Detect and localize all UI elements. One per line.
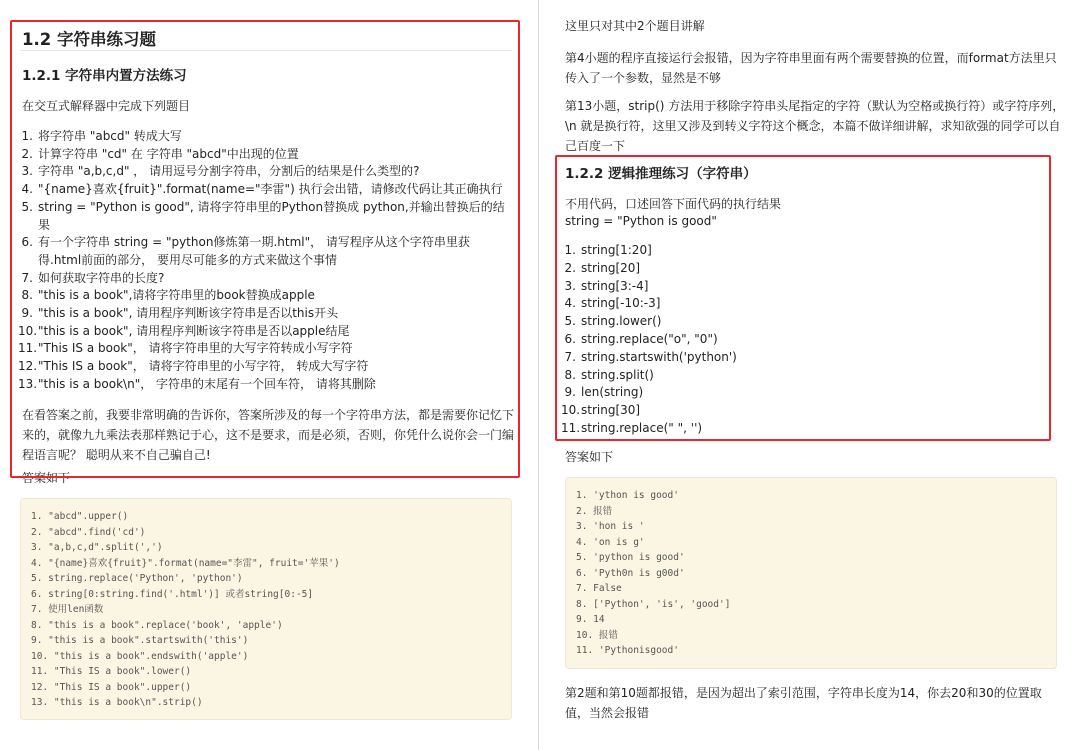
code-line: 4. 'on is g' <box>576 536 645 548</box>
list-item-text: "this is a book", 请用程序判断该字符串是否以this开头 <box>38 306 339 321</box>
list-item-number: 4. <box>564 296 576 311</box>
list-item-number: 11. <box>18 341 38 356</box>
answer-code-block-2 <box>565 477 1057 669</box>
list-item-text: string.lower() <box>581 314 662 329</box>
list-item-number: 13. <box>18 376 38 391</box>
code-line: 7. False <box>576 583 622 594</box>
list-item-text: len(string) <box>581 385 644 400</box>
answer-heading-2: 答案如下 <box>565 450 614 464</box>
list-item <box>18 234 512 269</box>
subsection-title-1: 1.2.1 字符串内置方法练习 <box>22 68 187 84</box>
logic-prompt-line1: 不用代码，口述回答下面代码的执行结果 <box>565 197 782 211</box>
list-item <box>561 295 1051 313</box>
code-line: 9. 14 <box>576 614 605 625</box>
code-line: 13. "this is a book\n".strip() <box>31 697 203 708</box>
answer-heading-1: 答案如下 <box>22 471 71 485</box>
list-item <box>18 181 512 199</box>
list-item <box>18 340 512 358</box>
right-page <box>545 0 1080 750</box>
list-item-number: 9. <box>21 306 33 321</box>
code-line: 1. "abcd".upper() <box>31 511 129 522</box>
list-item-number: 7. <box>564 349 576 364</box>
list-item <box>561 367 1051 385</box>
list-item <box>561 402 1051 420</box>
list-item-number: 2. <box>21 146 33 161</box>
list-item <box>561 420 1051 438</box>
explain-intro: 这里只对其中2个题目讲解 <box>565 19 705 33</box>
list-item-text: "{name}喜欢{fruit}".format(name="李雷") 执行会出错，请修改代码让其正确执行 <box>38 182 503 197</box>
list-item-text: string[20] <box>581 260 641 275</box>
list-item-text: string.replace("o", "0") <box>581 331 718 346</box>
list-item <box>18 323 512 341</box>
list-item <box>18 287 512 305</box>
section-title-rule <box>20 50 512 51</box>
list-item-text: "this is a book\n"， 字符串的末尾有一个回车符， 请将其删除 <box>38 376 376 391</box>
list-item-text: "This IS a book"， 请将字符串里的大写字符转成小写字符 <box>38 341 353 356</box>
answer-code-block-1 <box>20 498 512 720</box>
code-line: 5. string.replace('Python', 'python') <box>31 573 243 584</box>
list-item-number: 12. <box>18 359 38 374</box>
list-item-text: string.replace(" ", '') <box>581 420 703 435</box>
warning-paragraph: 在看答案之前，我要非常明确的告诉你，答案所涉及的每一个字符串方法，都是需要你记忆下来的，就像九九乘法表那样熟记于心，这不是要求，而是必须，否则，你凭什么说你会一门编程语言呢？ 聪明从来不自己骗自己! <box>22 408 515 462</box>
list-item-text: "this is a book",请将字符串里的book替换成apple <box>38 288 315 303</box>
code-line: 11. 'Pythonisgood' <box>576 645 679 656</box>
list-item-text: string.startswith('python') <box>581 349 737 364</box>
code-line: 2. 报错 <box>576 505 613 517</box>
list-item-text: string[3:-4] <box>581 278 649 293</box>
list-item-text: 字符串 "a,b,c,d" ， 请用逗号分割字符串，分割后的结果是什么类型的? <box>38 164 420 179</box>
list-item-text: 如何获取字符串的长度? <box>38 270 165 285</box>
list-item-number: 10. <box>18 323 38 338</box>
exercise-intro: 在交互式解释器中完成下列题目 <box>22 99 191 113</box>
code-line: 1. 'ython is good' <box>576 490 679 501</box>
list-item <box>561 278 1051 296</box>
list-item <box>18 199 512 234</box>
code-line: 10. "this is a book".endswith('apple') <box>31 650 249 662</box>
logic-question-list <box>561 242 1051 438</box>
code-line: 8. "this is a book".replace('book', 'apple') <box>31 619 283 631</box>
left-page <box>0 0 535 750</box>
code-line: 2. "abcd".find('cd') <box>31 526 146 538</box>
list-item <box>561 242 1051 260</box>
code-line: 11. "This IS a book".lower() <box>31 666 192 677</box>
code-line: 6. 'Pyth0n is g00d' <box>576 567 685 579</box>
list-item-text: string[1:20] <box>581 243 652 257</box>
list-item-number: 1. <box>21 129 33 143</box>
list-item <box>18 270 512 288</box>
list-item-number: 5. <box>21 199 33 214</box>
list-item <box>18 146 512 164</box>
list-item-number: 5. <box>564 314 576 329</box>
list-item <box>18 358 512 376</box>
list-item-number: 8. <box>21 288 33 303</box>
logic-prompt-line2: string = "Python is good" <box>565 214 717 228</box>
list-item-number: 9. <box>564 385 576 400</box>
code-line: 3. 'hon is ' <box>576 521 645 532</box>
list-item-number: 1. <box>564 243 576 257</box>
code-line: 8. ['Python', 'is', 'good'] <box>576 598 731 610</box>
list-item-number: 11. <box>561 420 581 435</box>
code-line: 6. string[0:string.find('.html')] 或者string[0:-5] <box>31 588 314 600</box>
list-item-text: string.split() <box>581 367 654 382</box>
list-item <box>18 376 512 394</box>
code-line: 3. "a,b,c,d".split(',') <box>31 542 163 553</box>
code-line: 9. "this is a book".startswith('this') <box>31 635 249 646</box>
list-item <box>561 313 1051 331</box>
page-divider <box>538 0 539 750</box>
list-item-text: 计算字符串 "cd" 在 字符串 "abcd"中出现的位置 <box>38 146 299 161</box>
list-item-number: 2. <box>564 260 576 275</box>
list-item <box>18 305 512 323</box>
list-item <box>18 163 512 181</box>
list-item-text: "This IS a book"， 请将字符串里的小写字符， 转成大写字符 <box>38 359 369 374</box>
list-item <box>561 260 1051 278</box>
code-line: 12. "This IS a book".upper() <box>31 681 192 693</box>
list-item <box>561 384 1051 402</box>
exercise-question-list <box>18 128 512 394</box>
list-item-text: string = "Python is good", 请将字符串里的Python替换成 python,并输出替换后的结果 <box>38 199 505 232</box>
section-title: 1.2 字符串练习题 <box>22 30 156 49</box>
note-question-4: 第4小题的程序直接运行会报错，因为字符串里面有两个需要替换的位置，而format方法里只传入了一个参数，显然是不够 <box>565 51 1057 85</box>
list-item <box>561 331 1051 349</box>
code-line: 7. 使用len函数 <box>31 604 104 615</box>
code-line: 5. 'python is good' <box>576 552 685 563</box>
list-item-number: 3. <box>21 164 33 179</box>
list-item <box>18 128 512 146</box>
list-item-text: 有一个字符串 string = "python修炼第一期.html"， 请写程序从这个字符串里获得.html前面的部分， 要用尽可能多的方式来做这个事情 <box>38 235 470 267</box>
list-item-text: 将字符串 "abcd" 转成大写 <box>38 129 182 143</box>
list-item-text: "this is a book", 请用程序判断该字符串是否以apple结尾 <box>38 323 350 338</box>
subsection-title-2: 1.2.2 逻辑推理练习（字符串） <box>565 166 757 182</box>
code-line: 10. 报错 <box>576 629 618 641</box>
list-item-text: string[-10:-3] <box>581 296 661 311</box>
list-item-number: 7. <box>21 270 33 285</box>
code-line: 4. "{name}喜欢{fruit}".format(name="李雷", fruit='苹果') <box>31 557 340 569</box>
list-item-number: 6. <box>564 331 576 346</box>
list-item-text: string[30] <box>581 403 641 418</box>
closing-paragraph: 第2题和第10题都报错，是因为超出了索引范围，字符串长度为14，你去20和30的位置取值，当然会报错 <box>565 686 1042 720</box>
list-item-number: 10. <box>561 403 581 418</box>
list-item-number: 8. <box>564 367 576 382</box>
list-item-number: 3. <box>564 278 576 293</box>
list-item <box>561 349 1051 367</box>
note-question-13: 第13小题，strip() 方法用于移除字符串头尾指定的字符（默认为空格或换行符）或字符序列， \n 就是换行符，这里又涉及到转义字符这个概念，本篇不做详细讲解，求知欲强的同学可以自己百度一下 <box>565 99 1065 153</box>
list-item-number: 4. <box>21 182 33 197</box>
list-item-number: 6. <box>21 235 33 250</box>
